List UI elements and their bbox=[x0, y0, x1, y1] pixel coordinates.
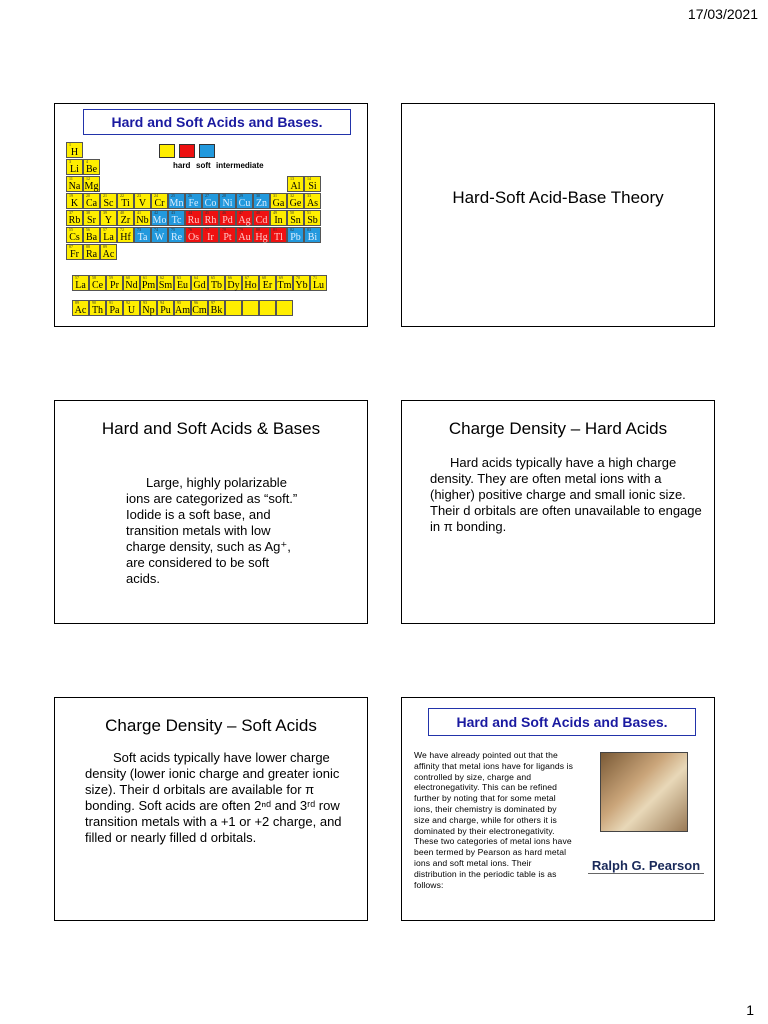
element-number: 92 bbox=[126, 300, 130, 305]
element-ce bbox=[89, 275, 106, 291]
element-hg bbox=[253, 227, 270, 243]
element-number: 56 bbox=[86, 227, 90, 232]
element-symbol: Sr bbox=[87, 215, 96, 226]
element-number: 80 bbox=[256, 227, 260, 232]
element-lu bbox=[310, 275, 327, 291]
element-bk bbox=[208, 300, 225, 316]
slide-title: Hard and Soft Acids and Bases. bbox=[428, 708, 696, 736]
element-number: 78 bbox=[222, 227, 226, 232]
element-ca bbox=[83, 193, 100, 209]
element-symbol: Hg bbox=[255, 232, 268, 243]
element-k bbox=[66, 193, 83, 209]
element-symbol: Fe bbox=[188, 198, 199, 209]
element-mn bbox=[168, 193, 185, 209]
element-ir bbox=[202, 227, 219, 243]
element-symbol: Ho bbox=[244, 280, 257, 291]
element-number: 1 bbox=[69, 142, 71, 147]
element-y bbox=[100, 210, 117, 226]
element-number: 40 bbox=[120, 210, 124, 215]
element-number: 77 bbox=[205, 227, 209, 232]
element-cm bbox=[191, 300, 208, 316]
slide-body: Soft acids typically have lower charge density (lower ionic charge and greater ionic size). Their d orbitals are available for π bonding. Soft acids are often 2ⁿᵈ and 3ʳᵈ row transition metals with a +1 or +2 charge, and filled or nearly filled d orbitals. bbox=[85, 750, 342, 845]
element-symbol: Sn bbox=[290, 215, 301, 226]
element-number: 67 bbox=[245, 275, 249, 280]
element-symbol: Gd bbox=[193, 280, 206, 291]
element-empty bbox=[259, 300, 276, 316]
element-empty bbox=[225, 300, 242, 316]
element-number: 20 bbox=[86, 193, 90, 198]
element-number: 44 bbox=[188, 210, 192, 215]
element-w bbox=[151, 227, 168, 243]
element-number: 87 bbox=[69, 244, 73, 249]
legend-soft-swatch bbox=[179, 144, 195, 158]
element-tc bbox=[168, 210, 185, 226]
element-tb bbox=[208, 275, 225, 291]
element-symbol: Pa bbox=[109, 305, 120, 316]
element-fr bbox=[66, 244, 83, 260]
element-symbol: Cm bbox=[192, 305, 207, 316]
element-symbol: Sc bbox=[103, 198, 114, 209]
element-yb bbox=[293, 275, 310, 291]
element-number: 30 bbox=[256, 193, 260, 198]
element-number: 69 bbox=[279, 275, 283, 280]
element-number: 13 bbox=[290, 176, 294, 181]
element-number: 71 bbox=[313, 275, 317, 280]
element-symbol: Cs bbox=[69, 232, 80, 243]
element-h bbox=[66, 142, 83, 158]
element-symbol: Lu bbox=[312, 280, 325, 291]
element-symbol: U bbox=[127, 305, 136, 316]
element-symbol: Pu bbox=[160, 305, 171, 316]
element-symbol: Pr bbox=[110, 280, 119, 291]
element-symbol: Si bbox=[308, 181, 317, 192]
element-number: 55 bbox=[69, 227, 73, 232]
element-number: 4 bbox=[86, 159, 88, 164]
element-symbol: Cd bbox=[255, 215, 268, 226]
element-in bbox=[270, 210, 287, 226]
element-number: 46 bbox=[222, 210, 226, 215]
element-symbol: In bbox=[274, 215, 283, 226]
element-number: 95 bbox=[177, 300, 181, 305]
slide-body: Hard acids typically have a high charge density. They are often metal ions with a (higher) positive charge and small ionic size. Their d orbitals are often unavailable to engage in π bonding. bbox=[430, 455, 702, 534]
element-symbol: V bbox=[138, 198, 147, 209]
element-symbol: Ir bbox=[207, 232, 214, 243]
element-er bbox=[259, 275, 276, 291]
element-mg bbox=[83, 176, 100, 192]
element-symbol: Ca bbox=[85, 198, 98, 209]
element-number: 73 bbox=[137, 227, 141, 232]
element-symbol: Zn bbox=[255, 198, 268, 209]
element-number: 66 bbox=[228, 275, 232, 280]
element-symbol: Pt bbox=[223, 232, 232, 243]
slide-6 bbox=[401, 697, 715, 921]
element-number: 22 bbox=[120, 193, 124, 198]
element-number: 59 bbox=[109, 275, 113, 280]
legend-hard-label: hard bbox=[173, 161, 191, 170]
element-symbol: Pd bbox=[222, 215, 233, 226]
element-symbol: Co bbox=[204, 198, 217, 209]
element-cr bbox=[151, 193, 168, 209]
element-number: 31 bbox=[273, 193, 277, 198]
element-np bbox=[140, 300, 157, 316]
element-number: 89 bbox=[103, 244, 107, 249]
element-number: 24 bbox=[154, 193, 158, 198]
element-cs bbox=[66, 227, 83, 243]
element-rb bbox=[66, 210, 83, 226]
element-empty bbox=[276, 300, 293, 316]
element-zn bbox=[253, 193, 270, 209]
element-am bbox=[174, 300, 191, 316]
element-bi bbox=[304, 227, 321, 243]
element-dy bbox=[225, 275, 242, 291]
element-number: 82 bbox=[290, 227, 294, 232]
element-number: 93 bbox=[143, 300, 147, 305]
slide-title: Charge Density – Hard Acids bbox=[448, 419, 668, 438]
element-symbol: Ru bbox=[187, 215, 200, 226]
element-symbol: Ce bbox=[91, 280, 104, 291]
element-number: 49 bbox=[273, 210, 277, 215]
element-symbol: Ba bbox=[85, 232, 98, 243]
element-os bbox=[185, 227, 202, 243]
element-symbol: Nd bbox=[125, 280, 138, 291]
slide-title: Hard and Soft Acids and Bases. bbox=[83, 109, 351, 135]
element-number: 47 bbox=[239, 210, 243, 215]
element-nd bbox=[123, 275, 140, 291]
element-na bbox=[66, 176, 83, 192]
element-number: 89 bbox=[75, 300, 79, 305]
element-symbol: W bbox=[154, 232, 165, 243]
element-eu bbox=[174, 275, 191, 291]
element-number: 88 bbox=[86, 244, 90, 249]
element-number: 96 bbox=[194, 300, 198, 305]
element-symbol: Yb bbox=[295, 280, 308, 291]
element-number: 74 bbox=[154, 227, 158, 232]
element-number: 63 bbox=[177, 275, 181, 280]
element-symbol: Re bbox=[170, 232, 183, 243]
element-number: 3 bbox=[69, 159, 71, 164]
element-ag bbox=[236, 210, 253, 226]
slide-body: We have already pointed out that the affinity that metal ions have for ligands is controlled by size, charge and electronegativity. This can be refined further by noting that for some metal ions, their chemistry is dominated by size and charge, while for others it is dominated by their electronegativity. These two categories of metal ions have been termed by Pearson as hard metal ions and soft metal ions. Their distribution in the periodic table is as follows: bbox=[414, 750, 574, 890]
legend-soft-label: soft bbox=[196, 161, 211, 170]
element-as bbox=[304, 193, 321, 209]
element-symbol: Tl bbox=[274, 232, 283, 243]
element-sb bbox=[304, 210, 321, 226]
element-number: 68 bbox=[262, 275, 266, 280]
element-fe bbox=[185, 193, 202, 209]
element-number: 19 bbox=[69, 193, 73, 198]
element-si bbox=[304, 176, 321, 192]
element-symbol: Y bbox=[104, 215, 113, 226]
element-symbol: Ga bbox=[272, 198, 285, 209]
header-date: 17/03/2021 bbox=[687, 6, 758, 22]
element-number: 29 bbox=[239, 193, 243, 198]
element-pb bbox=[287, 227, 304, 243]
element-ba bbox=[83, 227, 100, 243]
slide-body: Large, highly polarizable ions are categorized as “soft.” Iodide is a soft base, and transition metals with low charge density, such as Ag⁺, are considered to be soft acids. bbox=[126, 475, 298, 586]
element-symbol: Tm bbox=[277, 280, 292, 291]
element-symbol: H bbox=[70, 147, 79, 158]
element-number: 12 bbox=[86, 176, 90, 181]
element-symbol: Eu bbox=[176, 280, 189, 291]
element-number: 45 bbox=[205, 210, 209, 215]
element-number: 27 bbox=[205, 193, 209, 198]
element-symbol: La bbox=[103, 232, 114, 243]
element-tl bbox=[270, 227, 287, 243]
element-symbol: Mo bbox=[152, 215, 167, 226]
element-cd bbox=[253, 210, 270, 226]
element-symbol: Ta bbox=[137, 232, 148, 243]
element-symbol: Pm bbox=[141, 280, 156, 291]
element-number: 26 bbox=[188, 193, 192, 198]
element-pa bbox=[106, 300, 123, 316]
element-number: 25 bbox=[171, 193, 175, 198]
element-zr bbox=[117, 210, 134, 226]
element-number: 81 bbox=[273, 227, 277, 232]
element-ta bbox=[134, 227, 151, 243]
photo-caption: Ralph G. Pearson bbox=[588, 858, 704, 874]
element-rh bbox=[202, 210, 219, 226]
element-au bbox=[236, 227, 253, 243]
element-symbol: La bbox=[75, 280, 86, 291]
element-symbol: Be bbox=[85, 164, 98, 175]
element-number: 62 bbox=[160, 275, 164, 280]
element-number: 39 bbox=[103, 210, 107, 215]
page-number: 1 bbox=[746, 1002, 754, 1018]
legend-intermediate-label: intermediate bbox=[216, 161, 264, 170]
element-cu bbox=[236, 193, 253, 209]
element-symbol: Pb bbox=[290, 232, 301, 243]
element-number: 51 bbox=[307, 210, 311, 215]
element-symbol: Rb bbox=[68, 215, 81, 226]
element-symbol: Ag bbox=[238, 215, 251, 226]
element-tm bbox=[276, 275, 293, 291]
element-symbol: Zr bbox=[120, 215, 131, 226]
element-symbol: Er bbox=[262, 280, 273, 291]
element-u bbox=[123, 300, 140, 316]
legend-hard-swatch bbox=[159, 144, 175, 158]
element-symbol: Rh bbox=[204, 215, 217, 226]
element-li bbox=[66, 159, 83, 175]
element-symbol: Dy bbox=[227, 280, 240, 291]
element-nb bbox=[134, 210, 151, 226]
element-number: 38 bbox=[86, 210, 90, 215]
element-ru bbox=[185, 210, 202, 226]
element-number: 57 bbox=[103, 227, 107, 232]
element-symbol: Ra bbox=[85, 249, 98, 260]
element-mo bbox=[151, 210, 168, 226]
slide-title: Hard-Soft Acid-Base Theory bbox=[452, 188, 664, 207]
element-number: 90 bbox=[92, 300, 96, 305]
element-number: 41 bbox=[137, 210, 141, 215]
slide-3 bbox=[54, 400, 368, 624]
slide-1-periodic-table bbox=[54, 103, 368, 327]
element-number: 28 bbox=[222, 193, 226, 198]
element-symbol: Am bbox=[175, 305, 190, 316]
element-number: 70 bbox=[296, 275, 300, 280]
element-ac bbox=[100, 244, 117, 260]
element-number: 48 bbox=[256, 210, 260, 215]
element-sc bbox=[100, 193, 117, 209]
element-ga bbox=[270, 193, 287, 209]
element-symbol: Ni bbox=[222, 198, 233, 209]
element-symbol: Fr bbox=[70, 249, 79, 260]
element-number: 75 bbox=[171, 227, 175, 232]
element-co bbox=[202, 193, 219, 209]
element-ac bbox=[72, 300, 89, 316]
element-hf bbox=[117, 227, 134, 243]
element-symbol: Hf bbox=[120, 232, 131, 243]
element-re bbox=[168, 227, 185, 243]
element-symbol: Sm bbox=[158, 280, 173, 291]
element-symbol: Ac bbox=[102, 249, 115, 260]
element-th bbox=[89, 300, 106, 316]
element-number: 11 bbox=[69, 176, 73, 181]
element-number: 33 bbox=[307, 193, 311, 198]
element-number: 64 bbox=[194, 275, 198, 280]
element-number: 21 bbox=[103, 193, 107, 198]
element-al bbox=[287, 176, 304, 192]
element-symbol: Th bbox=[91, 305, 104, 316]
element-gd bbox=[191, 275, 208, 291]
slide-5 bbox=[54, 697, 368, 921]
slide-4 bbox=[401, 400, 715, 624]
element-number: 65 bbox=[211, 275, 215, 280]
element-pu bbox=[157, 300, 174, 316]
element-v bbox=[134, 193, 151, 209]
element-number: 94 bbox=[160, 300, 164, 305]
element-number: 83 bbox=[307, 227, 311, 232]
element-number: 97 bbox=[211, 300, 215, 305]
element-symbol: Ac bbox=[74, 305, 87, 316]
element-number: 58 bbox=[92, 275, 96, 280]
element-ge bbox=[287, 193, 304, 209]
pearson-photo bbox=[600, 752, 688, 832]
element-symbol: Sb bbox=[307, 215, 318, 226]
element-symbol: Np bbox=[142, 305, 155, 316]
element-symbol: Mn bbox=[169, 198, 184, 209]
element-symbol: Ti bbox=[121, 198, 130, 209]
element-number: 61 bbox=[143, 275, 147, 280]
element-number: 32 bbox=[290, 193, 294, 198]
element-sn bbox=[287, 210, 304, 226]
element-number: 60 bbox=[126, 275, 130, 280]
element-symbol: Nb bbox=[136, 215, 149, 226]
element-symbol: Os bbox=[187, 232, 200, 243]
element-la bbox=[100, 227, 117, 243]
element-number: 42 bbox=[154, 210, 158, 215]
element-symbol: Cu bbox=[238, 198, 251, 209]
element-sr bbox=[83, 210, 100, 226]
element-symbol: Cr bbox=[154, 198, 165, 209]
element-be bbox=[83, 159, 100, 175]
element-symbol: Mg bbox=[84, 181, 99, 192]
element-symbol: Bi bbox=[307, 232, 318, 243]
element-number: 50 bbox=[290, 210, 294, 215]
element-number: 37 bbox=[69, 210, 73, 215]
element-sm bbox=[157, 275, 174, 291]
element-pr bbox=[106, 275, 123, 291]
element-pd bbox=[219, 210, 236, 226]
element-number: 57 bbox=[75, 275, 79, 280]
element-ra bbox=[83, 244, 100, 260]
element-symbol: Tb bbox=[210, 280, 223, 291]
element-symbol: Bk bbox=[210, 305, 223, 316]
slide-title: Charge Density – Soft Acids bbox=[105, 716, 317, 735]
slide-2-title bbox=[401, 103, 715, 327]
element-symbol: Al bbox=[290, 181, 301, 192]
element-symbol: Ge bbox=[289, 198, 302, 209]
element-number: 14 bbox=[307, 176, 311, 181]
element-number: 72 bbox=[120, 227, 124, 232]
slide-title: Hard and Soft Acids & Bases bbox=[101, 419, 321, 438]
element-la bbox=[72, 275, 89, 291]
element-empty bbox=[242, 300, 259, 316]
element-symbol: Na bbox=[68, 181, 81, 192]
element-symbol: K bbox=[70, 198, 79, 209]
element-pt bbox=[219, 227, 236, 243]
element-number: 76 bbox=[188, 227, 192, 232]
element-pm bbox=[140, 275, 157, 291]
element-symbol: As bbox=[306, 198, 319, 209]
element-symbol: Au bbox=[238, 232, 251, 243]
element-number: 91 bbox=[109, 300, 113, 305]
element-number: 23 bbox=[137, 193, 141, 198]
element-ho bbox=[242, 275, 259, 291]
element-number: 79 bbox=[239, 227, 243, 232]
element-number: 43 bbox=[171, 210, 175, 215]
legend-intermediate-swatch bbox=[199, 144, 215, 158]
element-ti bbox=[117, 193, 134, 209]
element-symbol: Tc bbox=[171, 215, 182, 226]
element-symbol: Li bbox=[70, 164, 79, 175]
element-ni bbox=[219, 193, 236, 209]
